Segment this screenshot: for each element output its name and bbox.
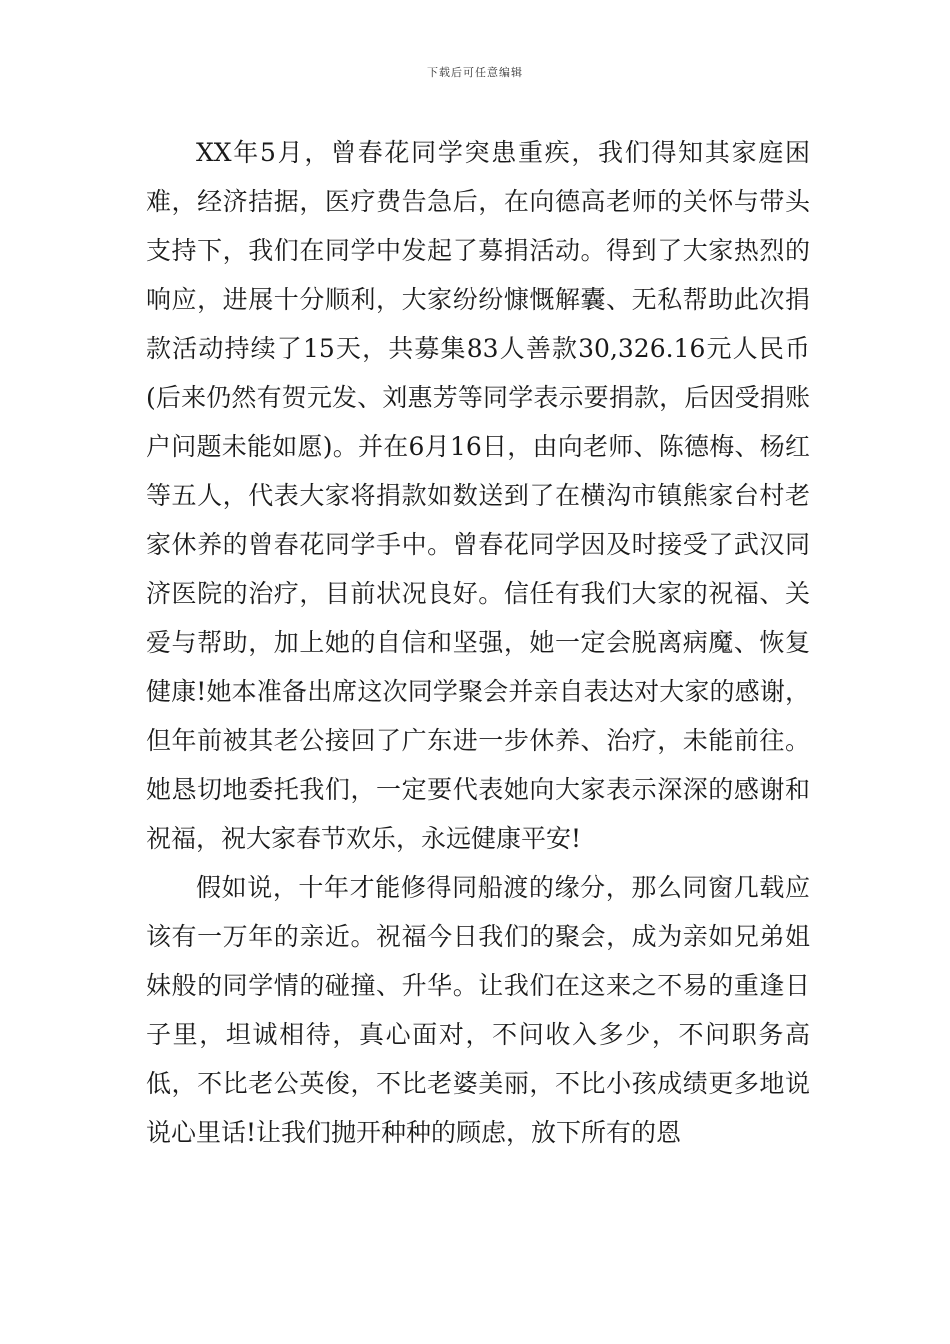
paragraph-reunion: 假如说，十年才能修得同船渡的缘分，那么同窗几载应该有一万年的亲近。祝福今日我们的聚会，成为亲如兄弟姐妹般的同学情的碰撞、升华。让我们在这来之不易的重逢日子里，坦诚相待，真心面对，不问收入多少，不问职务高低，不比老公英俊，不比老婆美丽，不比小孩成绩更多地说说心里话!让我们抛开种种的顾虑，放下所有的恩	[146, 873, 810, 1147]
paragraph-donation: XX年5月，曾春花同学突患重疾，我们得知其家庭困难，经济拮据，医疗费告急后，在向德高老师的关怀与带头支持下，我们在同学中发起了募捐活动。得到了大家热烈的响应，进展十分顺利，大家纷纷慷慨解囊、无私帮助此次捐款活动持续了15天，共募集83人善款30,326.16元人民币(后来仍然有贺元发、刘惠芳等同学表示要捐款，后因受捐账户问题未能如愿)。并在6月16日，由向老师、陈德梅、杨红等五人，代表大家将捐款如数送到了在横沟市镇熊家台村老家休养的曾春花同学手中。曾春花同学因及时接受了武汉同济医院的治疗，目前状况良好。信任有我们大家的祝福、关爱与帮助，加上她的自信和坚强，她一定会脱离病魔、恢复健康!她本准备出席这次同学聚会并亲自表达对大家的感谢，但年前被其老公接回了广东进一步休养、治疗，未能前往。她恳切地委托我们，一定要代表她向大家表示深深的感谢和祝福，祝大家春节欢乐，永远健康平安!	[146, 138, 810, 853]
document-body	[146, 128, 810, 1157]
page-header-note: 下载后可任意编辑	[427, 66, 523, 79]
